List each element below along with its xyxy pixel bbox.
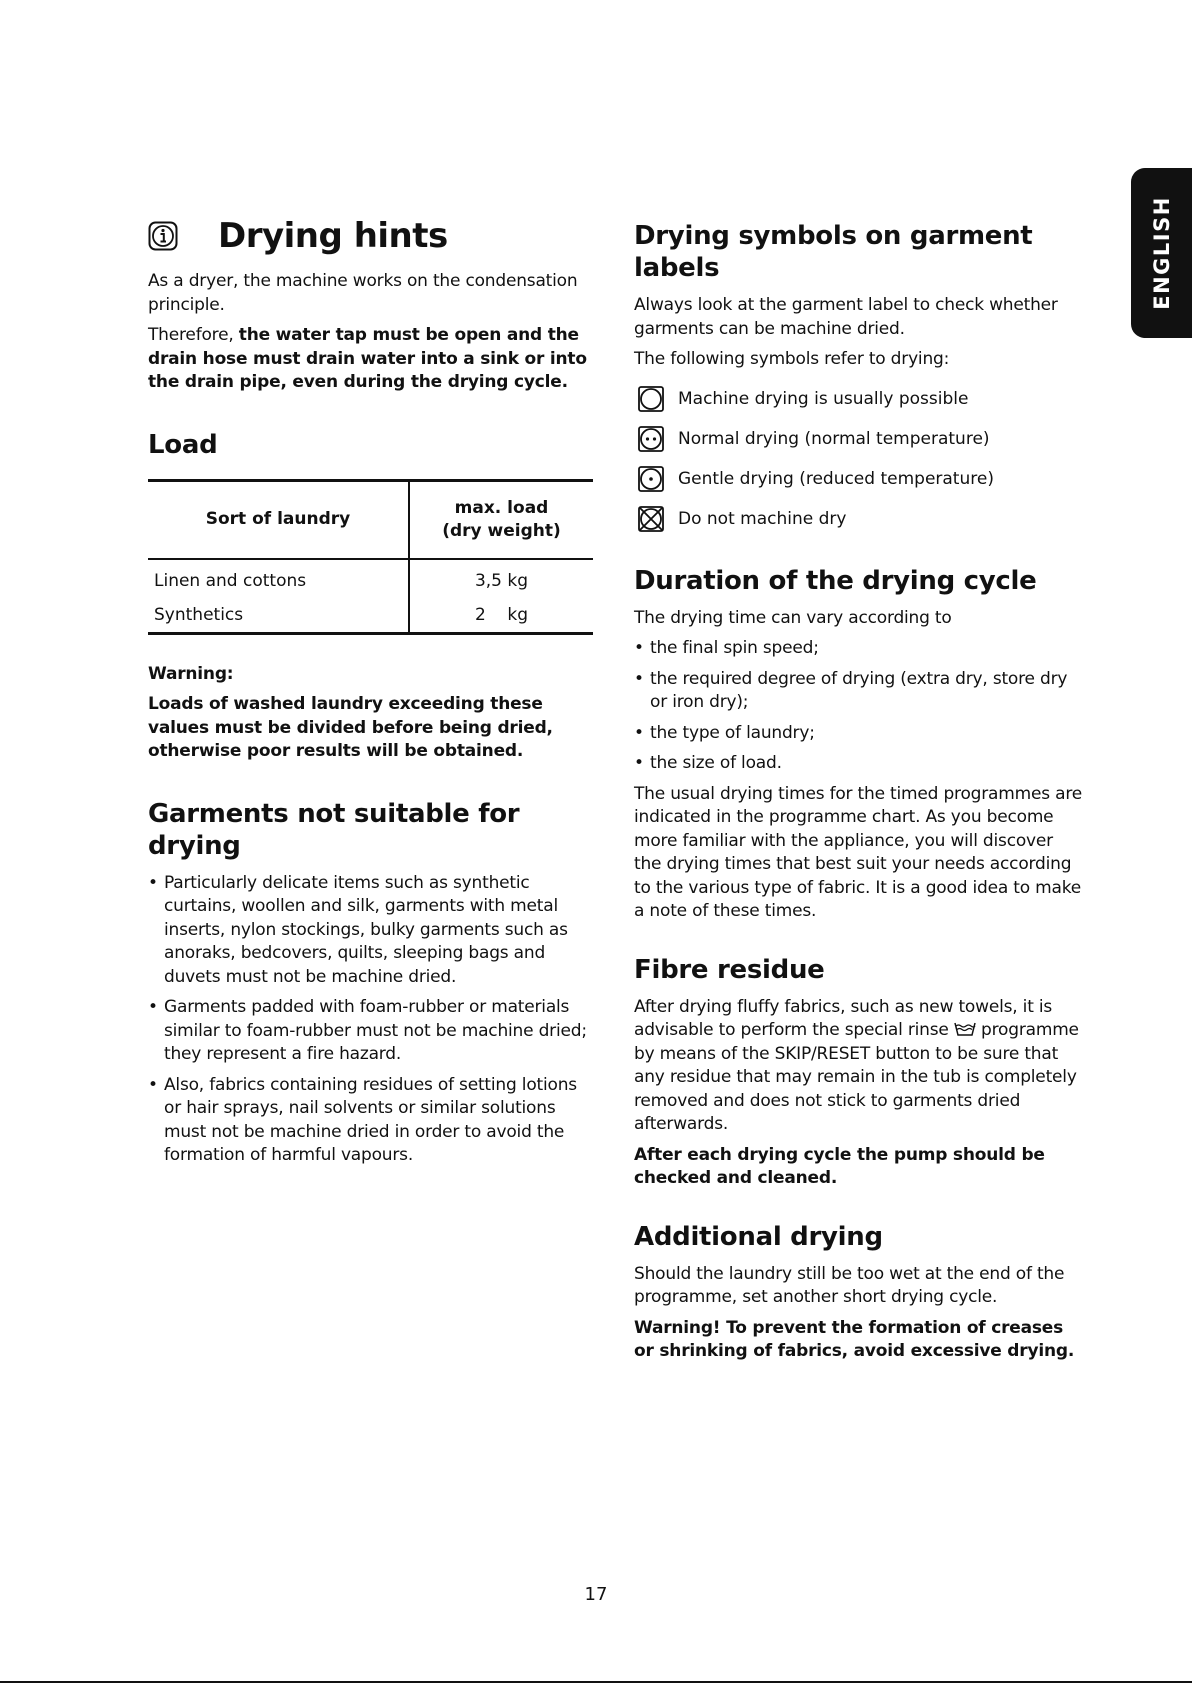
warning-text: Loads of washed laundry exceeding these values must be divided before being dried, otherwise poor results will be obtained. [148,694,553,761]
warning-block [148,663,593,764]
load-value-cell: 2 kg [474,604,529,625]
symbol-label: Machine drying is usually possible [678,388,969,409]
additional-heading: Additional drying [634,1221,883,1252]
symbols-heading: Drying symbols on garment labels [634,221,1033,283]
symbol-label: Do not machine dry [678,508,847,529]
symbol-label: Gentle drying (reduced temperature) [678,468,994,489]
list-item: • the type of laundry; [634,722,1082,746]
symbol-row [634,459,1082,499]
warning-label: Warning: [148,663,234,684]
fibre-text: After drying fluffy fabrics, such as new towels, it is advisable to perform the special rinse programme by means of the SKIP/RESET button to be sure that any residue that may remain in the tub is completely removed and does not stick to garments dried afterwards. [634,996,1079,1134]
duration-intro: The drying time can vary according to [634,607,952,628]
load-col-max: max. load (dry weight) [442,497,561,541]
symbol-label: Normal drying (normal temperature) [678,428,990,449]
load-sort-cell: Linen and cottons [148,559,409,598]
fibre-heading: Fibre residue [634,954,825,985]
additional-warning: Warning! To prevent the formation of creases or shrinking of fabrics, avoid excessive drying. [634,1317,1075,1361]
do-not-tumble-dry-icon [638,506,664,532]
garments-section [148,798,593,1168]
symbol-row [634,499,1082,539]
tumble-dry-normal-icon [638,426,664,452]
therefore-text: Therefore, the water tap must be open and the drain hose must drain water into a sink or into the drain pipe, even during the drying cycle. [148,325,587,392]
duration-section [634,565,1082,924]
list-item: • Particularly delicate items such as synthetic curtains, woollen and silk, garments with metal inserts, nylon stockings, bulky garments such as anoraks, bedcovers, quilts, sleeping bags and duvets must not be machine dried. [148,872,593,990]
page-title: Drying hints [218,216,448,256]
intro-text: As a dryer, the machine works on the condensation principle. [148,271,578,315]
list-item: • the final spin speed; [634,637,1082,661]
load-col-sort: Sort of laundry [148,480,409,559]
title-row [148,210,593,262]
symbols-text-2: The following symbols refer to drying: [634,349,950,369]
language-tab [1131,168,1192,338]
table-row [148,559,593,598]
table-row [148,598,593,634]
load-value-cell: 3,5 kg [474,570,529,591]
symbol-row [634,419,1082,459]
duration-heading: Duration of the drying cycle [634,565,1037,596]
additional-text: Should the laundry still be too wet at the end of the programme, set another short drying cycle. [634,1263,1065,1307]
list-item: • Also, fabrics containing residues of setting lotions or hair sprays, nail solvents or similar solutions must not be machine dried in order to avoid the formation of harmful vapours. [148,1074,593,1168]
load-sort-cell: Synthetics [148,598,409,634]
duration-list [634,637,1082,776]
load-heading: Load [148,429,218,460]
page-number: 17 [584,1584,608,1605]
symbols-section [634,220,1082,539]
symbols-text-1: Always look at the garment label to check whether garments can be machine dried. [634,295,1058,339]
list-item: • the required degree of drying (extra dry, store dry or iron dry); [634,668,1082,715]
language-tab-label: ENGLISH [1149,196,1174,310]
rinse-icon [954,1021,976,1037]
additional-section [634,1221,1082,1364]
tumble-dry-icon [638,386,664,412]
info-icon [148,221,178,251]
symbol-row [634,379,1082,419]
right-column [634,220,1082,1371]
list-item: • the size of load. [634,752,1082,776]
left-column [148,216,593,1175]
garments-list [148,872,593,1168]
garments-heading: Garments not suitable for drying [148,798,520,861]
load-section [148,429,593,635]
tumble-dry-low-icon [638,466,664,492]
load-table [148,479,593,635]
list-item: • Garments padded with foam-rubber or materials similar to foam-rubber must not be machine dried; they represent a fire hazard. [148,996,593,1067]
fibre-section [634,954,1082,1191]
bottom-rule [0,1681,1192,1683]
duration-text: The usual drying times for the timed programmes are indicated in the programme chart. As you become more familiar with the appliance, you will discover the drying times that best suit your needs according to the various type of fabric. It is a good idea to make a note of these times. [634,783,1082,921]
fibre-warning: After each drying cycle the pump should be checked and cleaned. [634,1144,1045,1188]
